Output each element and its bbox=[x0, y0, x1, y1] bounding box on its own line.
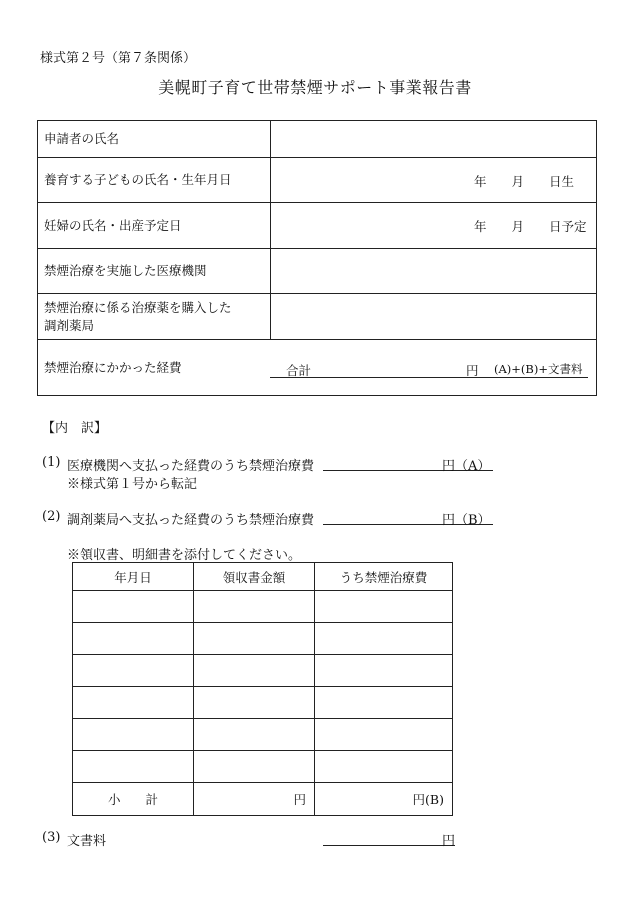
treatment-cell[interactable] bbox=[315, 591, 453, 623]
detail-header-row bbox=[73, 563, 453, 591]
total-formula: (A)+(B)+文書料 bbox=[494, 362, 583, 376]
table-row bbox=[73, 623, 453, 655]
item1-note: ※様式第１号から転記 bbox=[67, 477, 198, 492]
amount-cell[interactable] bbox=[194, 751, 315, 783]
row-cost bbox=[38, 340, 596, 395]
item3-text: 文書料 bbox=[67, 834, 107, 849]
date-cell[interactable] bbox=[73, 591, 194, 623]
row-child bbox=[38, 158, 596, 203]
date-cell[interactable] bbox=[73, 655, 194, 687]
breakdown-heading: 【内 訳】 bbox=[42, 421, 108, 436]
amount-cell[interactable] bbox=[194, 687, 315, 719]
total-yen: 円 bbox=[466, 363, 479, 378]
row-applicant bbox=[38, 121, 596, 158]
pharmacy-label-line1: 禁煙治療に係る治療薬を購入した bbox=[44, 299, 232, 315]
receipt-note: ※領収書、明細書を添付してください。 bbox=[67, 548, 302, 563]
applicant-name-label: 申請者の氏名 bbox=[38, 121, 271, 157]
item1-number: (1) bbox=[42, 455, 61, 470]
table-row bbox=[73, 719, 453, 751]
header-receipt-amount: 領収書金額 bbox=[194, 563, 315, 591]
page-title: 美幌町子育て世帯禁煙サポート事業報告書 bbox=[158, 78, 472, 97]
child-label: 養育する子どもの氏名・生年月日 bbox=[38, 158, 271, 202]
pharmacy-label-line2: 調剤薬局 bbox=[44, 317, 95, 333]
row-institution bbox=[38, 249, 596, 294]
date-cell[interactable] bbox=[73, 719, 194, 751]
subtotal-label: 小 計 bbox=[73, 783, 194, 816]
item2-text: 調剤薬局へ支払った経費のうち禁煙治療費 bbox=[67, 513, 315, 528]
treatment-cell[interactable] bbox=[315, 687, 453, 719]
total-label: 合計 bbox=[286, 363, 312, 378]
date-cell[interactable] bbox=[73, 623, 194, 655]
pregnant-label: 妊婦の氏名・出産予定日 bbox=[38, 203, 271, 248]
header-date: 年月日 bbox=[73, 563, 194, 591]
amount-cell[interactable] bbox=[194, 623, 315, 655]
item1-text: 医療機関へ支払った経費のうち禁煙治療費 bbox=[67, 459, 315, 474]
form-number: 様式第２号（第７条関係） bbox=[40, 51, 197, 66]
amount-cell[interactable] bbox=[194, 719, 315, 751]
amount-cell[interactable] bbox=[194, 655, 315, 687]
treatment-cell[interactable] bbox=[315, 719, 453, 751]
table-row bbox=[73, 687, 453, 719]
subtotal-b: 円(B) bbox=[315, 783, 453, 816]
table-row bbox=[73, 591, 453, 623]
item3-suffix: 円 bbox=[442, 834, 456, 849]
table-row bbox=[73, 655, 453, 687]
date-cell[interactable] bbox=[73, 687, 194, 719]
item2-number: (2) bbox=[42, 509, 61, 524]
subtotal-yen: 円 bbox=[194, 783, 315, 816]
treatment-cell[interactable] bbox=[315, 623, 453, 655]
application-table bbox=[37, 120, 597, 396]
subtotal-row bbox=[73, 783, 453, 816]
item2-suffix: 円（B） bbox=[442, 513, 491, 528]
header-treatment-cost: うち禁煙治療費 bbox=[315, 563, 453, 591]
row-pharmacy bbox=[38, 294, 596, 340]
table-row bbox=[73, 751, 453, 783]
institution-label: 禁煙治療を実施した医療機関 bbox=[38, 249, 271, 293]
cost-label: 禁煙治療にかかった経費 bbox=[44, 359, 182, 375]
item1-suffix: 円（A） bbox=[442, 459, 491, 474]
amount-cell[interactable] bbox=[194, 591, 315, 623]
total-underline bbox=[270, 377, 588, 378]
pharmacy-label bbox=[38, 294, 271, 339]
receipt-detail-table bbox=[72, 562, 453, 816]
item3-number: (3) bbox=[42, 830, 61, 845]
row-pregnant bbox=[38, 203, 596, 249]
date-cell[interactable] bbox=[73, 751, 194, 783]
item3-underline bbox=[323, 845, 455, 846]
treatment-cell[interactable] bbox=[315, 751, 453, 783]
due-date: 年 月 日予定 bbox=[474, 219, 587, 234]
child-birth-date: 年 月 日生 bbox=[474, 174, 575, 189]
treatment-cell[interactable] bbox=[315, 655, 453, 687]
